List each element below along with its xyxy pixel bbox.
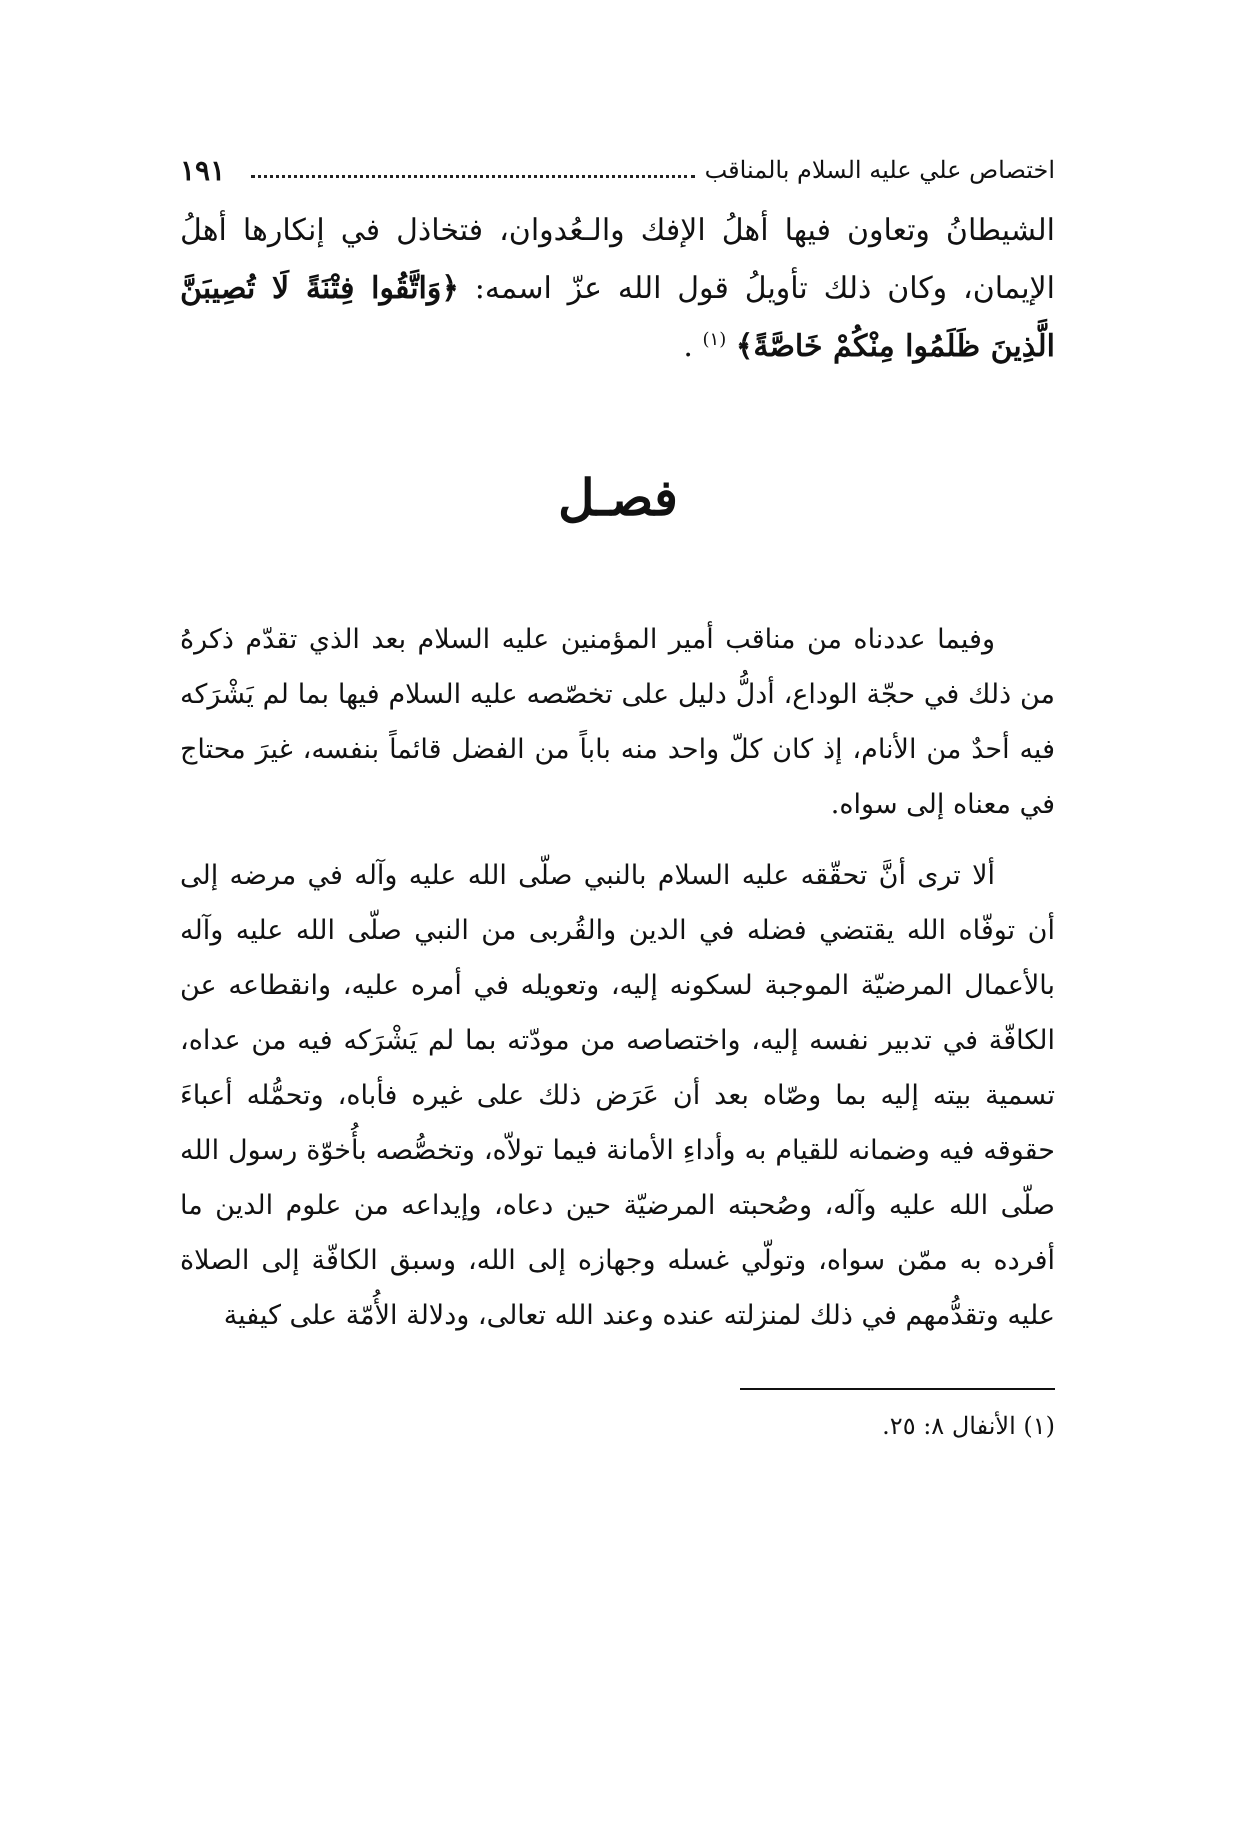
- body-paragraph-2: [180, 848, 1055, 1343]
- intro-end: .: [683, 329, 693, 364]
- body-paragraph-1: [180, 612, 1055, 832]
- intro-paragraph: [180, 202, 1055, 376]
- footnote-reference: (١): [702, 329, 727, 350]
- paragraph-2-text: ألا ترى أنَّ تحقّقه عليه السلام بالنبي صلّى الله عليه وآله في مرضه إلى أن توفّاه الله يقتضي فضله في الدين والقُربى من النبي صلّى الله عليه وآله بالأعمال المرضيّة الموجبة لسكونه إليه، وتعويله في أمره عليه، وانقطاعه عن الكافّة في تدبير نفسه إليه، واختصاصه من مودّته بما لم يَشْرَكه فيه من عداه، تسمية بيته إليه بما وصّاه بعد أن عَرَض ذلك على غيره فأباه، وتحمُّله أعباءَ حقوقه فيه وضمانه للقيام به وأداءِ الأمانة فيما تولاّه، وتخصُّصه بأُخوّة رسول الله صلّى الله عليه وآله، وصُحبته المرضيّة حين دعاه، وإيداعه من علوم الدين ما أفرده به ممّن سواه، وتولّي غسله وجهازه إلى الله، وسبق الكافّة إلى الصلاة عليه وتقدُّمهم في ذلك لمنزلته عنده وعند الله تعالى، ودلالة الأُمّة على كيفية: [180, 860, 1056, 1331]
- intro-text: الشيطانُ وتعاون فيها أهلُ الإفك والـعُدوان، فتخاذل في إنكارها أهلُ الإيمان، وكان ذلك تأويلُ قول الله عزّ اسمه:: [180, 213, 1056, 306]
- section-heading: فصـل: [558, 468, 678, 527]
- quran-quote: ﴿وَاتَّقُوا فِتْنَةً لَا تُصِيبَنَّ الَّذِينَ ظَلَمُوا مِنْكُمْ خَاصَّةً﴾: [180, 271, 1055, 364]
- running-header: [180, 150, 1055, 190]
- footnote: (١) الأنفال ٨: ٢٥.: [882, 1412, 1055, 1440]
- header-dot-leader: [251, 175, 694, 178]
- footnote-divider: [740, 1388, 1055, 1390]
- page-number: ١٩١: [180, 153, 226, 187]
- paragraph-1-text: وفيما عددناه من مناقب أمير المؤمنين عليه السلام بعد الذي تقدّم ذكرهُ من ذلك في حجّة الوداع، أدلُّ دليل على تخصّصه عليه السلام فيها بما لم يَشْرَكه فيه أحدٌ من الأنام، إذ كان كلّ واحد منه باباً من الفضل قائماً بنفسه، غيرَ محتاج في معناه إلى سواه.: [180, 624, 1055, 820]
- running-header-title: اختصاص علي عليه السلام بالمناقب: [704, 156, 1055, 184]
